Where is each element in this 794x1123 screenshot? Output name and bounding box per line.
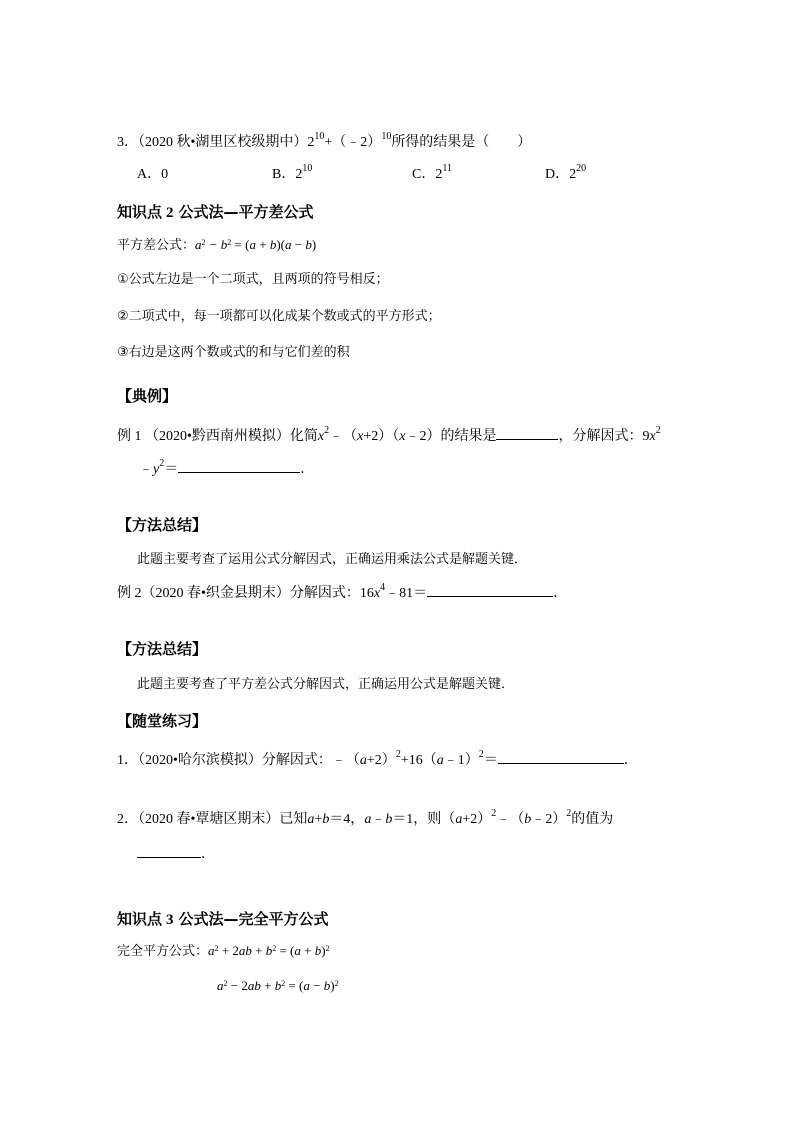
answer-blank[interactable] xyxy=(178,458,300,473)
kp2-heading: 知识点 2 公式法—平方差公式 xyxy=(117,203,314,221)
kp2-point-2: ②二项式中，每一项都可以化成某个数或式的平方形式； xyxy=(117,309,441,324)
option-c: C．$2^{11}$ xyxy=(412,163,452,182)
difference-of-squares-formula: $a^2 - b^2 = (a + b)(a - b)$ xyxy=(195,237,317,252)
option-b: B．$2^{10}$ xyxy=(272,163,313,182)
question-3: 3．（2020 秋•湖里区校级期中）$2^{10}+(﹣2)^{10}$所得的结果是（ ） xyxy=(117,131,532,150)
answer-blank[interactable] xyxy=(498,749,624,764)
option-a: A．0 xyxy=(137,167,169,182)
answer-blank[interactable] xyxy=(137,843,201,858)
method-2-text: 此题主要考查了平方差公式分解因式，正确运用公式是解题关键． xyxy=(137,677,515,692)
kp3-heading: 知识点 3 公式法—完全平方公式 xyxy=(117,910,329,928)
example-2: 例 2（2020 春•织金县期末）分解因式：$16x^4﹣81=$ ． xyxy=(117,582,568,601)
kp3-formula: 完全平方公式：$a^2 + 2ab + b^2 = (a + b)^2$ xyxy=(117,943,330,959)
practice-1: 1．（2020•哈尔滨模拟）分解因式：$﹣(a+2)^2+16(a﹣1)^2=$ ． xyxy=(117,749,638,768)
practice-2-cont: ． xyxy=(137,843,215,864)
perfect-square-difference-formula: $a^2 - 2ab + b^2 = (a - b)^2$ xyxy=(217,978,339,993)
section-example: 【典例】 xyxy=(117,387,178,405)
section-practice: 【随堂练习】 xyxy=(117,712,208,730)
kp2-formula: 平方差公式：$a^2 - b^2 = (a + b)(a - b)$ xyxy=(117,237,317,253)
method-1-text: 此题主要考查了运用公式分解因式，正确运用乘法公式是解题关键． xyxy=(137,552,528,567)
kp2-point-3: ③右边是这两个数或式的和与它们差的积 xyxy=(117,345,350,360)
perfect-square-sum-formula: $a^2 + 2ab + b^2 = (a + b)^2$ xyxy=(208,943,330,958)
kp3-formula-2 xyxy=(217,977,339,997)
section-method-1: 【方法总结】 xyxy=(117,516,208,534)
example-1: 例 1 （2020•黔西南州模拟）化简$x^2﹣(x+2)(x﹣2)$的结果是 ，分解因式：$9x^2$ xyxy=(117,425,661,444)
section-method-2: 【方法总结】 xyxy=(117,640,208,658)
answer-blank[interactable] xyxy=(427,582,553,597)
option-d: D．$2^{20}$ xyxy=(545,163,587,182)
example-1-cont: $﹣y^2=$ ． xyxy=(139,458,315,477)
answer-blank[interactable] xyxy=(496,425,558,440)
kp2-point-1: ①公式左边是一个二项式，且两项的符号相反； xyxy=(117,272,389,287)
practice-2: 2．（2020 春•覃塘区期末）已知a+b＝4，a﹣b＝1，则$(a+2)^2﹣(b﹣2)^2$的值为 xyxy=(117,808,614,827)
